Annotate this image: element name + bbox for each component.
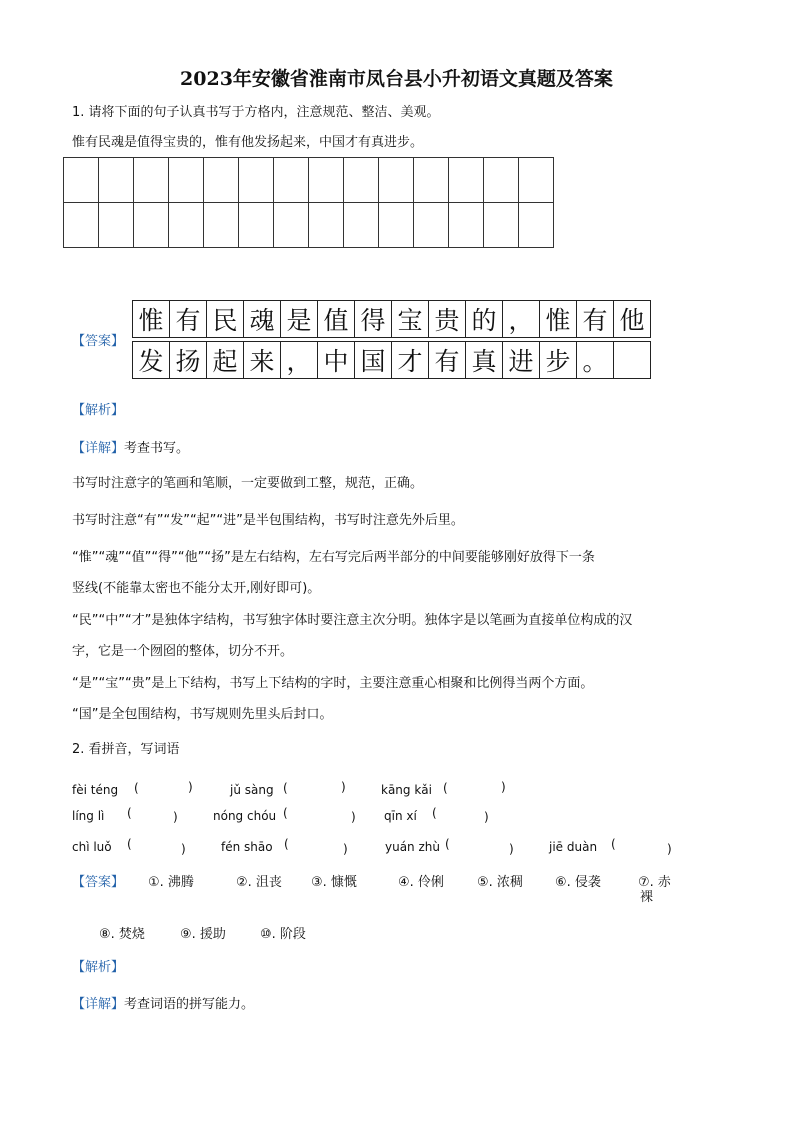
answer-char: 扬 bbox=[170, 342, 207, 379]
pinyin-item: yuán zhù bbox=[385, 840, 440, 854]
answer-char: 中 bbox=[318, 342, 355, 379]
grid-cell bbox=[64, 203, 99, 248]
answer-char: 有 bbox=[429, 342, 466, 379]
answer-item: ①. 沸腾 bbox=[148, 875, 194, 890]
grid-cell bbox=[64, 158, 99, 203]
grid-cell bbox=[309, 158, 344, 203]
open-paren: ( bbox=[611, 837, 616, 851]
answer-item: ⑨. 援助 bbox=[180, 927, 226, 942]
detail-paragraph bbox=[72, 996, 254, 1014]
answer-item: ⑧. 焚烧 bbox=[99, 927, 145, 942]
pinyin-item: kāng kǎi bbox=[381, 783, 432, 797]
grid-cell bbox=[239, 158, 274, 203]
answer-char: ， bbox=[503, 301, 540, 338]
detail-text: 考查词语的拼写能力。 bbox=[124, 997, 255, 1012]
close-paren: ) bbox=[509, 842, 514, 856]
grid-cell bbox=[134, 203, 169, 248]
q2-prompt: 2. 看拼音，写词语 bbox=[72, 742, 180, 757]
answer-char: 发 bbox=[133, 342, 170, 379]
grid-cell bbox=[204, 203, 239, 248]
answer-char: 进 bbox=[503, 342, 540, 379]
grid-cell bbox=[169, 203, 204, 248]
answer-char: ， bbox=[281, 342, 318, 379]
close-paren: ) bbox=[484, 810, 489, 824]
pinyin-item: fén shāo bbox=[221, 840, 273, 854]
pinyin-item: fèi téng bbox=[72, 783, 119, 797]
open-paren: ( bbox=[134, 781, 139, 795]
grid-cell bbox=[449, 203, 484, 248]
close-paren: ) bbox=[173, 810, 178, 824]
answer-char: 宝 bbox=[392, 301, 429, 338]
answer-char: 值 bbox=[318, 301, 355, 338]
answer-char: 有 bbox=[170, 301, 207, 338]
answer-item: ④. 伶俐 bbox=[398, 875, 444, 890]
grid-cell bbox=[344, 158, 379, 203]
close-paren: ) bbox=[343, 842, 348, 856]
grid-cell bbox=[484, 158, 519, 203]
q1-sentence: 惟有民魂是值得宝贵的，惟有他发扬起来，中国才有真进步。 bbox=[72, 135, 424, 150]
answer-char: 起 bbox=[207, 342, 244, 379]
answer-char bbox=[614, 342, 651, 379]
grid-cell bbox=[274, 203, 309, 248]
answer-item: ⑦. 赤 bbox=[638, 875, 671, 890]
answer-char: 贵 bbox=[429, 301, 466, 338]
detail-paragraph bbox=[72, 440, 189, 458]
grid-cell bbox=[274, 158, 309, 203]
answer-char: 魂 bbox=[244, 301, 281, 338]
open-paren: ( bbox=[284, 837, 289, 851]
detail-paragraph: 字，它是一个囫囵的整体，切分不开。 bbox=[72, 644, 294, 659]
answer-item: ②. 沮丧 bbox=[236, 875, 282, 890]
answer-char: 来 bbox=[244, 342, 281, 379]
analysis-label: 【解析】 bbox=[72, 960, 125, 975]
open-paren: ( bbox=[127, 806, 132, 820]
pinyin-item: nóng chóu bbox=[213, 809, 277, 823]
detail-label: 【详解】 bbox=[72, 997, 125, 1012]
answer-char: 惟 bbox=[540, 301, 577, 338]
open-paren: ( bbox=[283, 781, 288, 795]
detail-paragraph: “惟”“魂”“值”“得”“他”“扬”是左右结构，左右写完后两半部分的中间要能够刚好放得下一条 bbox=[72, 550, 595, 565]
grid-cell bbox=[519, 158, 554, 203]
detail-paragraph: 书写时注意字的笔画和笔顺，一定要做到工整，规范，正确。 bbox=[72, 476, 424, 491]
open-paren: ( bbox=[127, 837, 132, 851]
grid-cell bbox=[379, 203, 414, 248]
grid-cell bbox=[309, 203, 344, 248]
detail-paragraph: “国”是全包围结构，书写规则先里头后封口。 bbox=[72, 707, 333, 722]
detail-paragraph: 竖线(不能靠太密也不能分太开,刚好即可)。 bbox=[72, 581, 321, 596]
grid-row bbox=[64, 203, 554, 248]
answer-char: 有 bbox=[577, 301, 614, 338]
answer-label: 【答案】 bbox=[72, 875, 125, 890]
grid-cell bbox=[239, 203, 274, 248]
grid-cell bbox=[169, 158, 204, 203]
close-paren: ) bbox=[501, 780, 506, 794]
grid-cell bbox=[414, 203, 449, 248]
answer-item: ⑩. 阶段 bbox=[260, 927, 306, 942]
detail-label: 【详解】 bbox=[72, 441, 125, 456]
close-paren: ) bbox=[188, 780, 193, 794]
pinyin-item: qīn xí bbox=[384, 809, 417, 823]
grid-row bbox=[64, 158, 554, 203]
answer-char: 是 bbox=[281, 301, 318, 338]
answer-char: 民 bbox=[207, 301, 244, 338]
close-paren: ) bbox=[667, 842, 672, 856]
q1-prompt: 1. 请将下面的句子认真书写于方格内，注意规范、整洁、美观。 bbox=[72, 105, 440, 120]
answer-char: 。 bbox=[577, 342, 614, 379]
answer-char: 他 bbox=[614, 301, 651, 338]
grid-cell bbox=[204, 158, 239, 203]
pinyin-item: jiē duàn bbox=[549, 840, 598, 854]
open-paren: ( bbox=[432, 806, 437, 820]
answer-grid-row1 bbox=[132, 300, 651, 338]
answer-char: 惟 bbox=[133, 301, 170, 338]
grid-cell bbox=[134, 158, 169, 203]
answer-char: 国 bbox=[355, 342, 392, 379]
grid-cell bbox=[449, 158, 484, 203]
answer-char: 得 bbox=[355, 301, 392, 338]
grid-cell bbox=[414, 158, 449, 203]
grid-cell bbox=[379, 158, 414, 203]
pinyin-item: chì luǒ bbox=[72, 840, 112, 854]
analysis-label: 【解析】 bbox=[72, 403, 125, 418]
answer-grid-row2 bbox=[132, 341, 651, 379]
answer-char: 步 bbox=[540, 342, 577, 379]
close-paren: ) bbox=[181, 842, 186, 856]
detail-paragraph: “是”“宝”“贵”是上下结构，书写上下结构的字时，主要注意重心相聚和比例得当两个方面。 bbox=[72, 676, 594, 691]
open-paren: ( bbox=[445, 837, 450, 851]
grid-cell bbox=[344, 203, 379, 248]
grid-cell bbox=[519, 203, 554, 248]
answer-item: 裸 bbox=[640, 890, 654, 905]
writing-grid bbox=[63, 157, 554, 248]
pinyin-item: líng lì bbox=[72, 809, 105, 823]
grid-cell bbox=[484, 203, 519, 248]
answer-item: ⑥. 侵袭 bbox=[555, 875, 601, 890]
open-paren: ( bbox=[443, 781, 448, 795]
answer-char: 的 bbox=[466, 301, 503, 338]
open-paren: ( bbox=[283, 806, 288, 820]
pinyin-item: jǔ sàng bbox=[230, 783, 274, 797]
answer-label: 【答案】 bbox=[72, 334, 125, 349]
page-title: 2023年安徽省淮南市凤台县小升初语文真题及答案 bbox=[180, 68, 613, 90]
answer-item: ③. 慷慨 bbox=[311, 875, 357, 890]
close-paren: ) bbox=[351, 810, 356, 824]
detail-paragraph: 书写时注意“有”“发”“起”“进”是半包围结构，书写时注意先外后里。 bbox=[72, 513, 464, 528]
grid-cell bbox=[99, 158, 134, 203]
answer-item: ⑤. 浓稠 bbox=[477, 875, 523, 890]
answer-char: 才 bbox=[392, 342, 429, 379]
detail-text: 考查书写。 bbox=[124, 441, 190, 456]
detail-paragraph: “民”“中”“才”是独体字结构，书写独字体时要注意主次分明。独体字是以笔画为直接单位构成的汉 bbox=[72, 613, 633, 628]
answer-char: 真 bbox=[466, 342, 503, 379]
close-paren: ) bbox=[341, 780, 346, 794]
grid-cell bbox=[99, 203, 134, 248]
